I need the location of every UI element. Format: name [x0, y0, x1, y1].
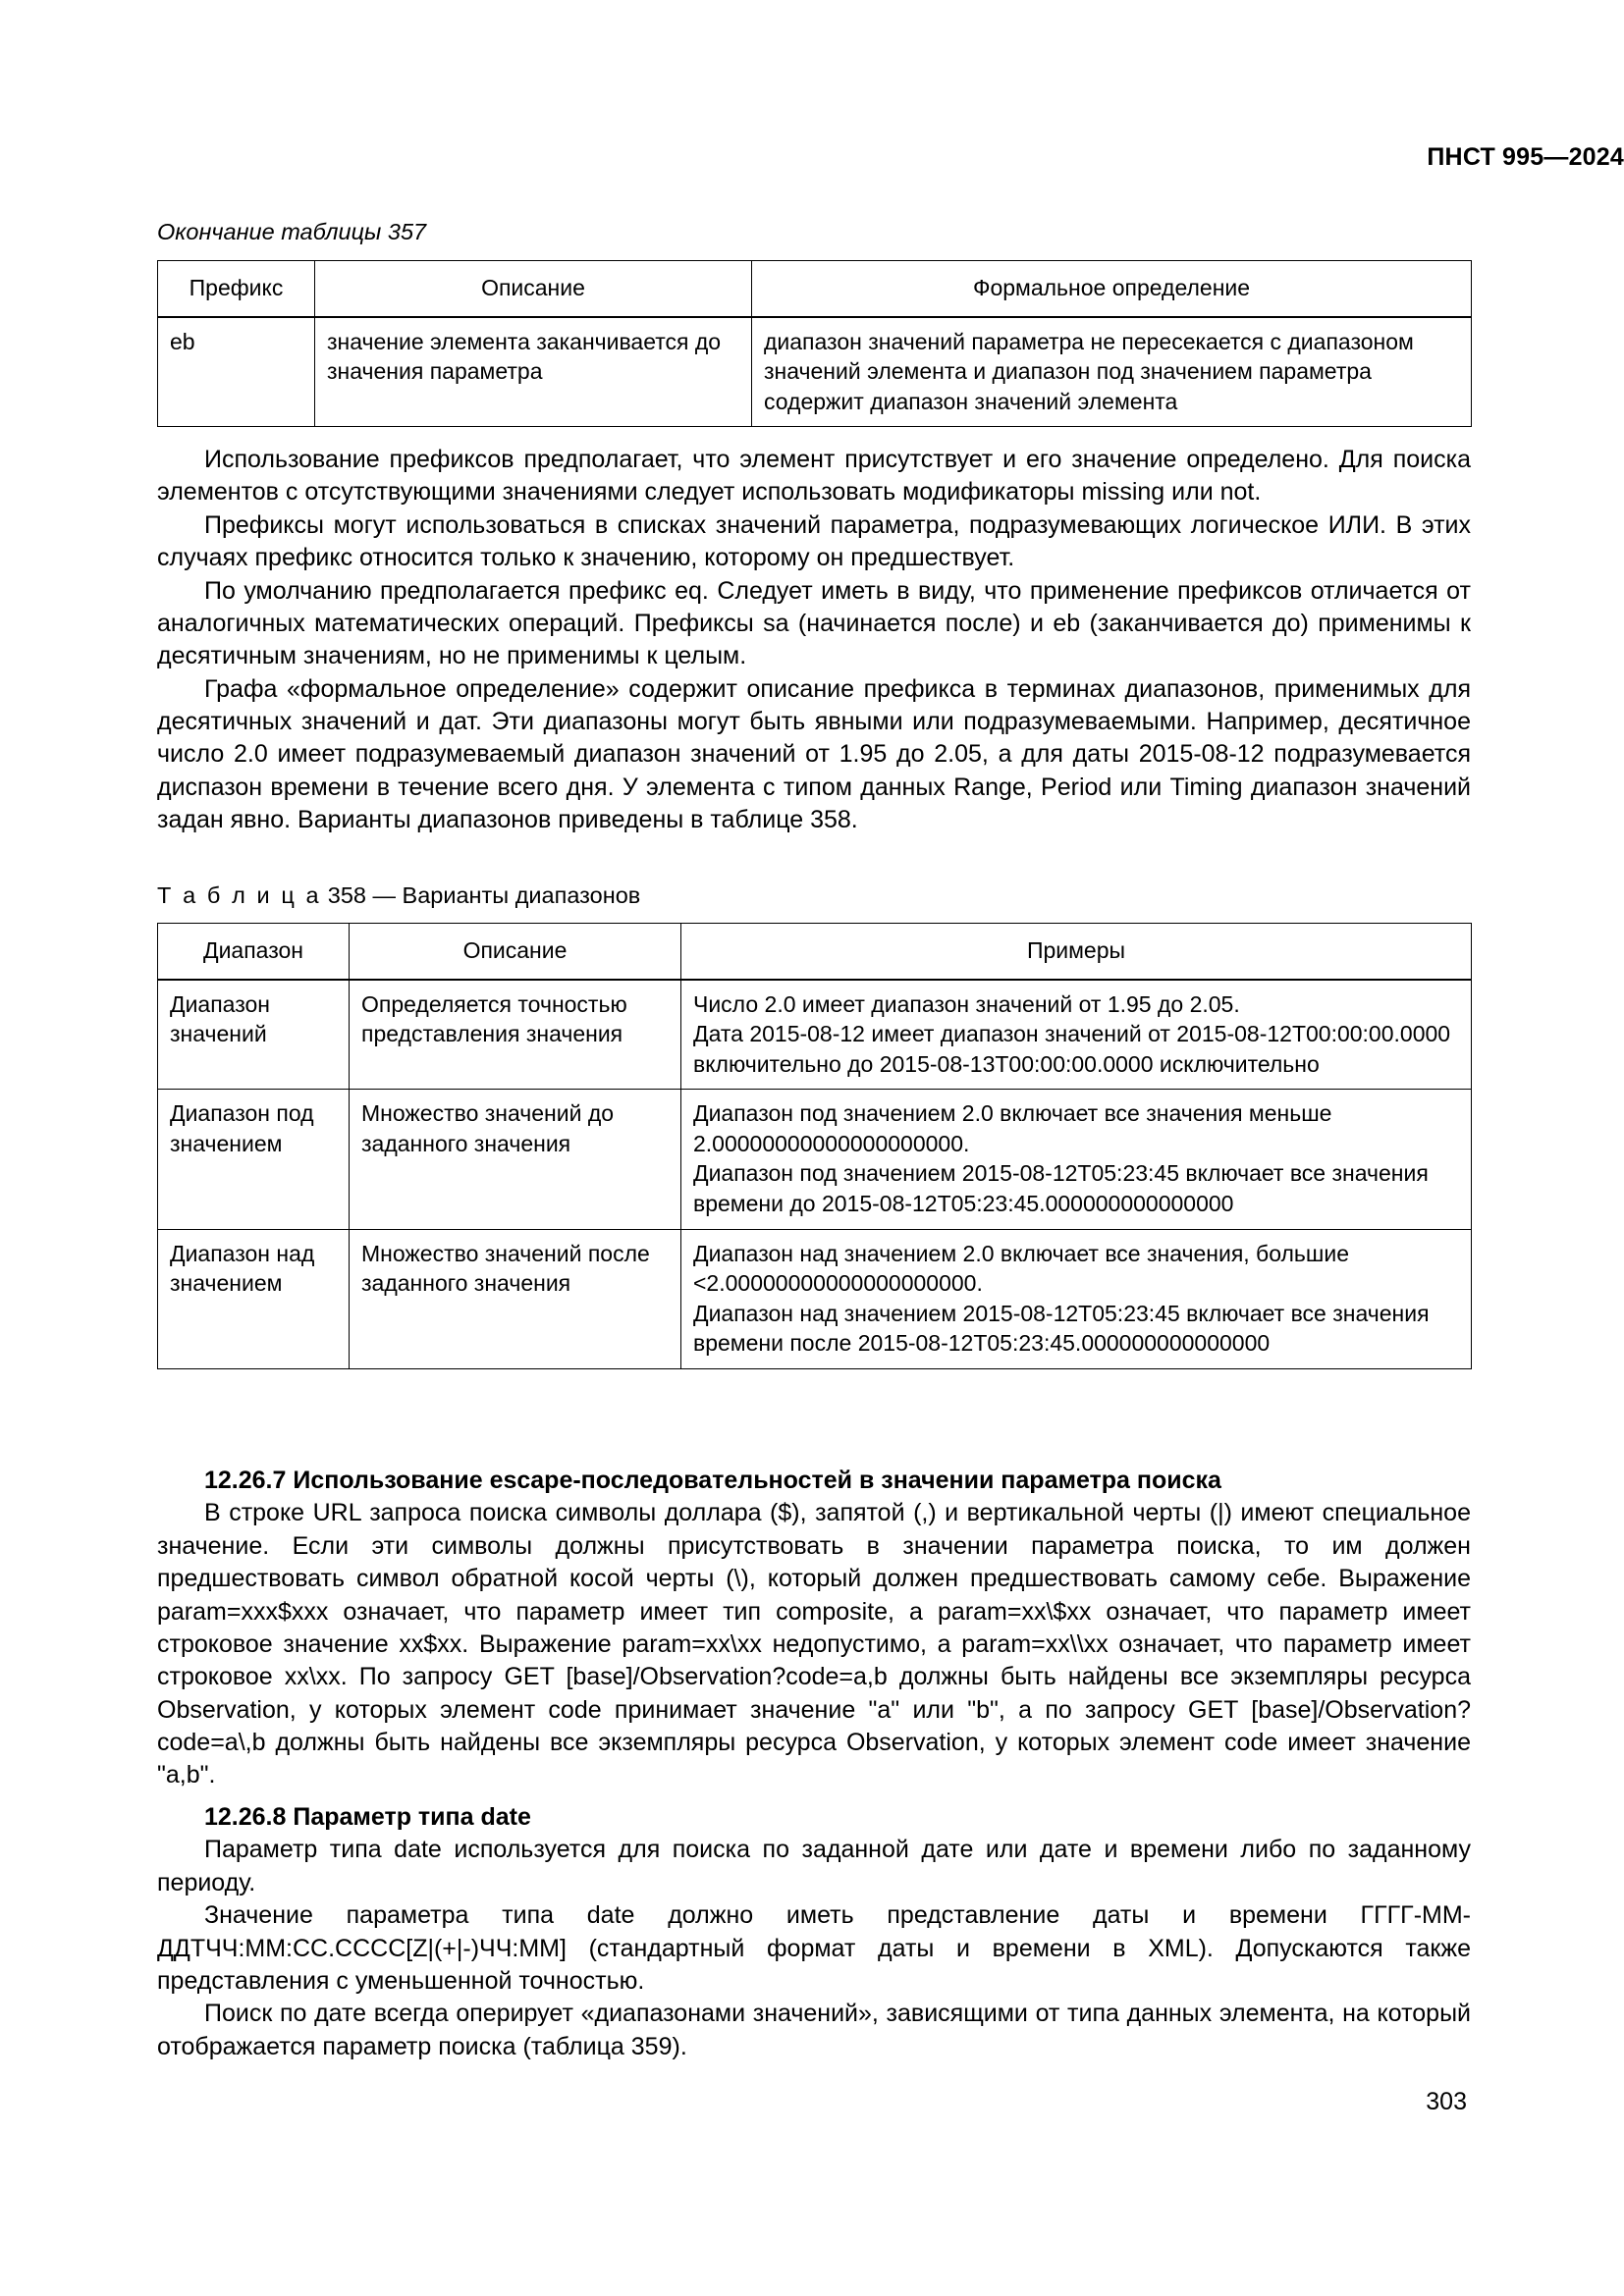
table-358-cell-description: Множество значений до заданного значения — [350, 1090, 681, 1229]
table-358-col-header-range: Диапазон — [158, 924, 350, 980]
table-row — [158, 317, 1472, 427]
paragraph-formal-definition-column: Графа «формальное определение» содержит описание префикса в терминах диапазонов, применимых для десятичных значений и дат. Эти диапазоны могут быть явными или подразумеваемыми. Например, десятичное число 2.0 имеет подразумеваемый диапазон значений от 1.95 до 2.05, а для даты 2015-08-12 подразумевается диспазон времени в течение всего дня. У элемента с типом данных Range, Period или Timing диапазон значений задан явно. Варианты диапазонов приведены в таблице 358. — [157, 674, 1471, 834]
table-358-cell-description: Определяется точностью представления значения — [350, 980, 681, 1090]
table-357-cell-description: значение элемента заканчивается до значения параметра — [315, 317, 752, 427]
table-row — [158, 1229, 1472, 1368]
table-357-col-header-description: Описание — [315, 261, 752, 317]
table-358-example-line: Диапазон над значением 2.0 включает все значения, большие <2.00000000000000000000. — [693, 1240, 1350, 1297]
table-357-cell-prefix: eb — [158, 317, 315, 427]
paragraph-prefix-or-lists: Префиксы могут использоваться в списках значений параметра, подразумевающих логическое ИЛИ. В этих случаях префикс относится только к значению, которому он предшествует. — [157, 510, 1471, 572]
section-12-26-8-paragraph-format: Значение параметра типа date должно иметь представление даты и времени ГГГГ-ММ-ДДТЧЧ:ММ:СС.СССС[Z|(+|-)ЧЧ:ММ] (стандартный формат даты и времени в XML). Допускаются также представления с уменьшенной точностью. — [157, 1901, 1471, 1995]
paragraph-prefix-default-eq: По умолчанию предполагается префикс eq. Следует иметь в виду, что применение префиксов отличается от аналогичных математических операций. Префиксы sa (начинается после) и eb (заканчивается до) применимы к десятичным значениям, но не применимы к целым. — [157, 576, 1471, 670]
table-358-caption-rest: 358 — Варианты диапазонов — [327, 882, 641, 908]
table-357-wrapper — [157, 260, 1471, 427]
table-358-col-header-description: Описание — [350, 924, 681, 980]
table-357-cell-formal-definition: диапазон значений параметра не пересекается с диапазоном значений элемента и диапазон под значением параметра содержит диапазон значений элемента — [752, 317, 1472, 427]
table-row — [158, 980, 1472, 1090]
table-358-example-line: Диапазон под значением 2015-08-12T05:23:45 включает все значения времени до 2015-08-12T05:23:45.000000000000000 — [693, 1160, 1429, 1217]
table-357 — [157, 260, 1472, 427]
section-12-26-7 — [157, 1465, 1471, 1792]
table-358-caption-word: Т а б л и ц а — [157, 882, 322, 908]
table-358-example-line: Диапазон под значением 2.0 включает все значения меньше 2.00000000000000000000. — [693, 1100, 1332, 1156]
running-head-standard-ref: ПНСТ 995—2024 — [1427, 143, 1624, 171]
section-12-26-8-heading: 12.26.8 Параметр типа date — [204, 1803, 531, 1831]
table-358 — [157, 923, 1472, 1369]
table-358-header-row — [158, 924, 1472, 980]
table-358-example-line: Дата 2015-08-12 имеет диапазон значений от 2015-08-12T00:00:00.0000 включительно до 2015-08-13T00:00:00.0000 исключительно — [693, 1021, 1451, 1077]
table-357-col-header-formal-definition: Формальное определение — [752, 261, 1472, 317]
table-357-header-row — [158, 261, 1472, 317]
section-12-26-8-paragraph-ranges: Поиск по дате всегда оперирует «диапазонами значений», зависящими от типа данных элемента, на который отображается параметр поиска (таблица 359). — [157, 2000, 1471, 2060]
table-358-cell-examples — [681, 1229, 1472, 1368]
table-358-example-line: Число 2.0 имеет диапазон значений от 1.95 до 2.05. — [693, 990, 1240, 1017]
section-12-26-7-body: В строке URL запроса поиска символы доллара ($), запятой (,) и вертикальной черты (|) имеют специальное значение. Если эти символы должны присутствовать в значении параметра поиска, то им должен предшествовать символ обратной косой черты (\), который должен предшествовать самому себе. Выражение param=xxx$xxx означает, что параметр имеет тип composite, а param=xx\$xx означает, что параметр имеет строковое значение xx$xx. Выражение param=xx\xx недопустимо, а param=xx\\xx означает, что параметр имеет строковое xx\xx. По запросу GET [base]/Observation?code=a,b должны быть найдены все экземпляры ресурса Observation, у которых элемент code принимает значение "a" или "b", а по запросу GET [base]/Observation?code=a\,b должны быть найдены все экземпляры ресурса Observation, у которых элемент code имеет значение "a,b". — [157, 1499, 1471, 1789]
table-358-cell-description: Множество значений после заданного значения — [350, 1229, 681, 1368]
table-358-col-header-examples: Примеры — [681, 924, 1472, 980]
table-357-continuation-caption: Окончание таблицы 357 — [157, 219, 427, 244]
page-number: 303 — [1426, 2088, 1467, 2115]
table-358-cell-range: Диапазон под значением — [158, 1090, 350, 1229]
table-358-cell-range: Диапазон над значением — [158, 1229, 350, 1368]
section-12-26-8-paragraph-usage: Параметр типа date используется для поиска по заданной дате или дате и времени либо по заданному периоду. — [157, 1836, 1471, 1896]
table-358-cell-examples — [681, 980, 1472, 1090]
table-358-cell-range: Диапазон значений — [158, 980, 350, 1090]
paragraph-prefix-usage: Использование префиксов предполагает, что элемент присутствует и его значение определено. Для поиска элементов с отсутствующими значениями следует использовать модификаторы missing или not. — [157, 446, 1471, 507]
table-358-example-line: Диапазон над значением 2015-08-12T05:23:45 включает все значения времени после 2015-08-12T05:23:45.000000000000000 — [693, 1300, 1430, 1357]
table-358-cell-examples — [681, 1090, 1472, 1229]
table-row — [158, 1090, 1472, 1229]
section-12-26-8 — [157, 1801, 1471, 2063]
table-357-col-header-prefix: Префикс — [158, 261, 315, 317]
table-358-caption — [157, 881, 1471, 909]
section-12-26-7-heading: 12.26.7 Использование escape-последовательностей в значении параметра поиска — [204, 1467, 1221, 1494]
table-358-caption-wrapper — [157, 881, 1471, 909]
prefix-explanation-paragraphs — [157, 444, 1471, 837]
table-358-wrapper — [157, 923, 1471, 1369]
